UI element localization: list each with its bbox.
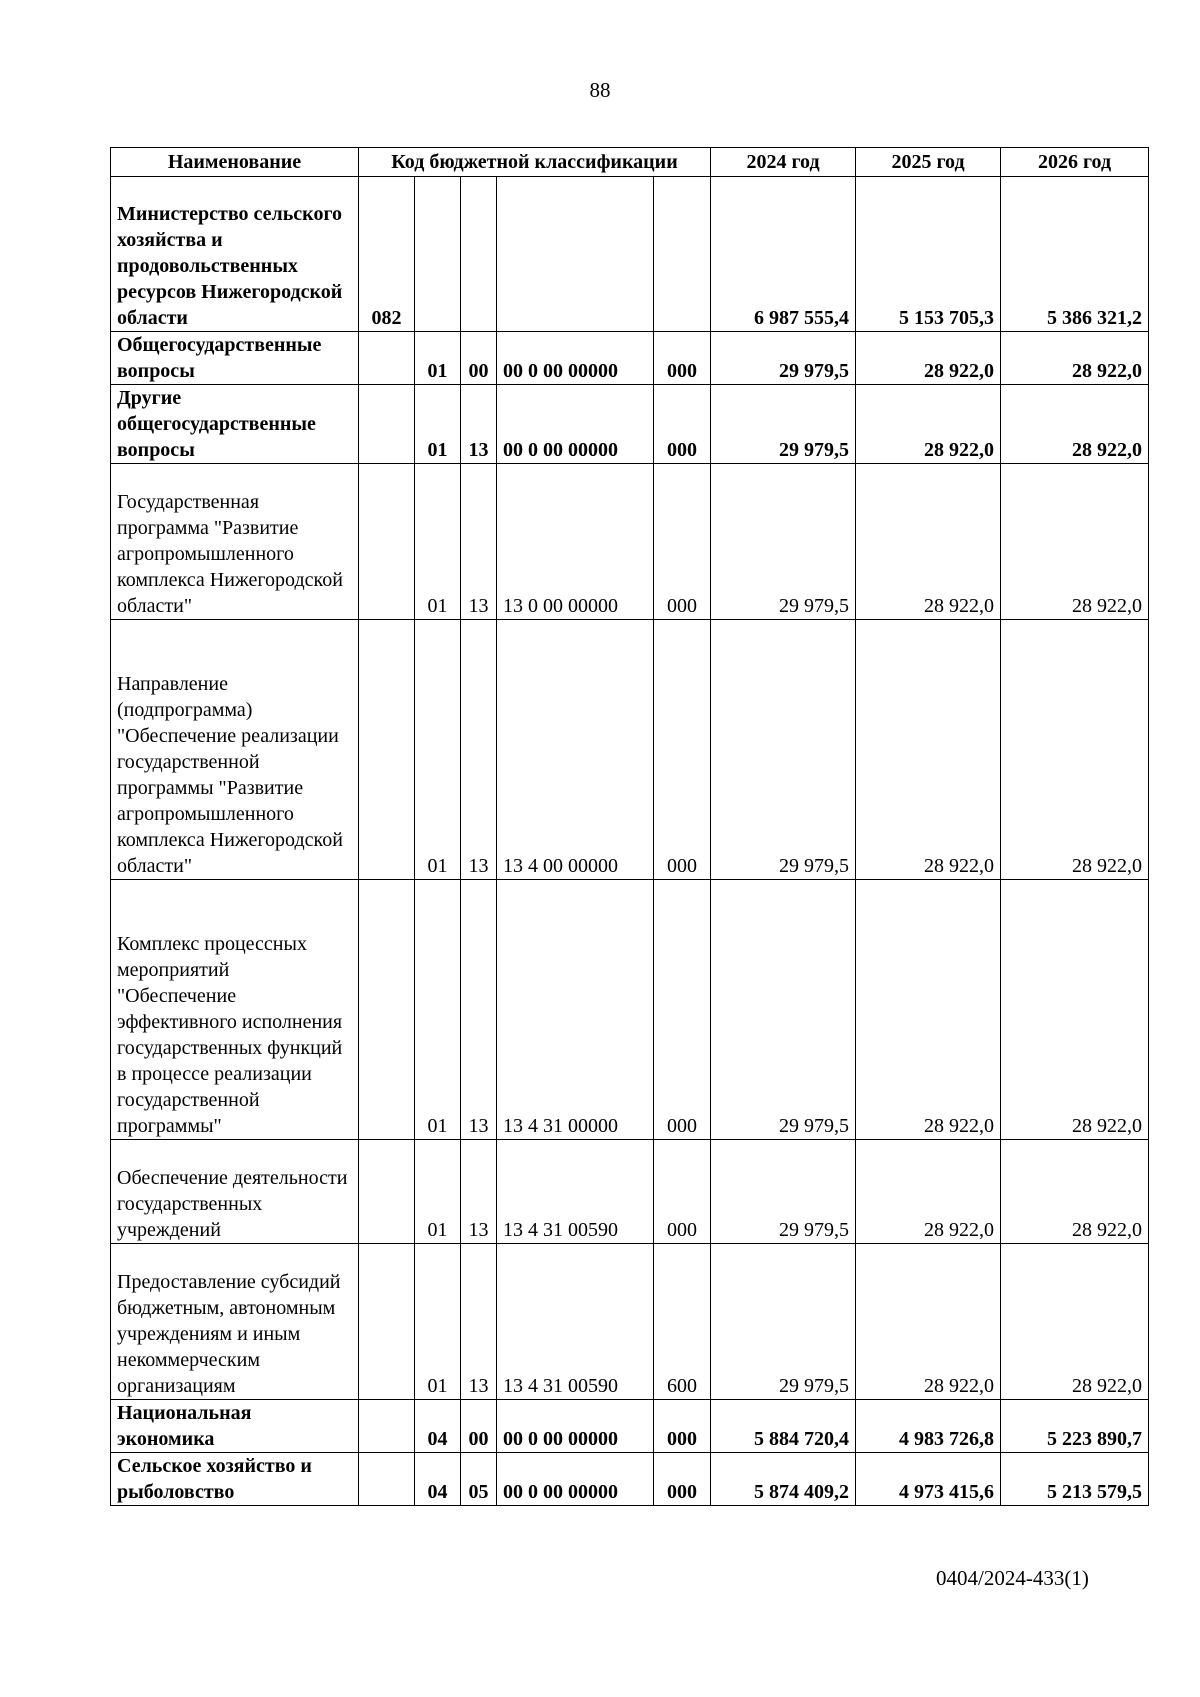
row-expense-type: 000: [654, 880, 711, 1140]
row-expense-type: 000: [654, 332, 711, 385]
row-subsection: 13: [461, 464, 497, 620]
row-amount-2026: 28 922,0: [1001, 464, 1149, 620]
row-amount-2026: 5 386 321,2: [1001, 177, 1149, 332]
row-expense-type: 000: [654, 1453, 711, 1506]
row-amount-2025: 28 922,0: [856, 385, 1001, 464]
row-amount-2024: 29 979,5: [711, 620, 856, 880]
row-subsection: 13: [461, 880, 497, 1140]
row-name: Министерство сельского хозяйства и продовольственных ресурсов Нижегородской области: [111, 177, 359, 332]
row-amount-2025: 28 922,0: [856, 1244, 1001, 1400]
row-name: Национальная экономика: [111, 1400, 359, 1453]
row-target-item: 13 0 00 00000: [497, 464, 654, 620]
row-ved: [359, 385, 415, 464]
row-section: 01: [415, 464, 461, 620]
row-target-item: 00 0 00 00000: [497, 332, 654, 385]
row-name: Общегосударственные вопросы: [111, 332, 359, 385]
row-section: 01: [415, 880, 461, 1140]
row-amount-2024: 29 979,5: [711, 385, 856, 464]
row-section: 01: [415, 385, 461, 464]
row-ved: [359, 1140, 415, 1244]
row-ved: [359, 1400, 415, 1453]
row-expense-type: [654, 177, 711, 332]
table-row: [111, 1400, 1149, 1453]
header-year-2026: 2026 год: [1001, 148, 1149, 177]
row-target-item: [497, 177, 654, 332]
row-section: 01: [415, 620, 461, 880]
row-amount-2026: 28 922,0: [1001, 1140, 1149, 1244]
header-year-2025: 2025 год: [856, 148, 1001, 177]
row-target-item: 00 0 00 00000: [497, 385, 654, 464]
row-amount-2026: 28 922,0: [1001, 620, 1149, 880]
row-expense-type: 600: [654, 1244, 711, 1400]
table-body: [111, 177, 1149, 1506]
row-ved: [359, 332, 415, 385]
row-amount-2025: 4 973 415,6: [856, 1453, 1001, 1506]
row-target-item: 00 0 00 00000: [497, 1453, 654, 1506]
row-ved: [359, 1244, 415, 1400]
row-name: Направление (подпрограмма) "Обеспечение реализации государственной программы "Развитие агропромышленного комплекса Нижегородской области": [111, 620, 359, 880]
row-amount-2025: 28 922,0: [856, 332, 1001, 385]
table-row: [111, 880, 1149, 1140]
row-name: Комплекс процессных мероприятий "Обеспечение эффективного исполнения государственных функций в процессе реализации государственной программы": [111, 880, 359, 1140]
table-row: [111, 385, 1149, 464]
row-name: Государственная программа "Развитие агропромышленного комплекса Нижегородской области": [111, 464, 359, 620]
row-subsection: 13: [461, 1244, 497, 1400]
row-target-item: 13 4 31 00590: [497, 1140, 654, 1244]
row-target-item: 13 4 31 00590: [497, 1244, 654, 1400]
row-amount-2025: 28 922,0: [856, 1140, 1001, 1244]
row-subsection: 05: [461, 1453, 497, 1506]
table-header-row: [111, 148, 1149, 177]
row-name: Другие общегосударственные вопросы: [111, 385, 359, 464]
header-name: Наименование: [111, 148, 359, 177]
row-amount-2026: 5 223 890,7: [1001, 1400, 1149, 1453]
row-section: 01: [415, 1244, 461, 1400]
row-amount-2026: 28 922,0: [1001, 880, 1149, 1140]
row-section: 01: [415, 332, 461, 385]
row-amount-2025: 4 983 726,8: [856, 1400, 1001, 1453]
row-ved: [359, 620, 415, 880]
row-ved: [359, 464, 415, 620]
row-target-item: 13 4 31 00000: [497, 880, 654, 1140]
row-section: 04: [415, 1453, 461, 1506]
row-name: Предоставление субсидий бюджетным, автономным учреждениям и иным некоммерческим организациям: [111, 1244, 359, 1400]
page-number: 88: [589, 78, 611, 102]
row-section: [415, 177, 461, 332]
row-subsection: 13: [461, 385, 497, 464]
row-expense-type: 000: [654, 464, 711, 620]
budget-table: [110, 147, 1149, 1506]
row-name: Сельское хозяйство и рыболовство: [111, 1453, 359, 1506]
row-amount-2024: 29 979,5: [711, 1140, 856, 1244]
row-amount-2024: 29 979,5: [711, 1244, 856, 1400]
table-row: [111, 620, 1149, 880]
row-amount-2026: 28 922,0: [1001, 385, 1149, 464]
row-expense-type: 000: [654, 620, 711, 880]
row-amount-2024: 29 979,5: [711, 880, 856, 1140]
table-row: [111, 1140, 1149, 1244]
row-target-item: 13 4 00 00000: [497, 620, 654, 880]
table-row: [111, 177, 1149, 332]
row-section: 01: [415, 1140, 461, 1244]
row-amount-2025: 28 922,0: [856, 620, 1001, 880]
row-amount-2024: 5 884 720,4: [711, 1400, 856, 1453]
row-amount-2025: 5 153 705,3: [856, 177, 1001, 332]
table-row: [111, 1244, 1149, 1400]
row-subsection: 13: [461, 620, 497, 880]
row-ved: [359, 1453, 415, 1506]
row-amount-2026: 28 922,0: [1001, 1244, 1149, 1400]
row-amount-2024: 29 979,5: [711, 464, 856, 620]
row-target-item: 00 0 00 00000: [497, 1400, 654, 1453]
row-amount-2026: 28 922,0: [1001, 332, 1149, 385]
row-expense-type: 000: [654, 385, 711, 464]
header-year-2024: 2024 год: [711, 148, 856, 177]
row-amount-2024: 5 874 409,2: [711, 1453, 856, 1506]
row-subsection: [461, 177, 497, 332]
row-amount-2026: 5 213 579,5: [1001, 1453, 1149, 1506]
row-amount-2025: 28 922,0: [856, 464, 1001, 620]
row-amount-2025: 28 922,0: [856, 880, 1001, 1140]
row-amount-2024: 29 979,5: [711, 332, 856, 385]
row-subsection: 00: [461, 1400, 497, 1453]
row-name: Обеспечение деятельности государственных учреждений: [111, 1140, 359, 1244]
row-expense-type: 000: [654, 1140, 711, 1244]
table-row: [111, 1453, 1149, 1506]
table-row: [111, 332, 1149, 385]
row-subsection: 13: [461, 1140, 497, 1244]
row-ved: 082: [359, 177, 415, 332]
document-registration-number: 0404/2024-433(1): [936, 1566, 1089, 1590]
row-expense-type: 000: [654, 1400, 711, 1453]
row-subsection: 00: [461, 332, 497, 385]
header-budget-code: Код бюджетной классификации: [359, 148, 711, 177]
row-amount-2024: 6 987 555,4: [711, 177, 856, 332]
row-ved: [359, 880, 415, 1140]
table-row: [111, 464, 1149, 620]
row-section: 04: [415, 1400, 461, 1453]
